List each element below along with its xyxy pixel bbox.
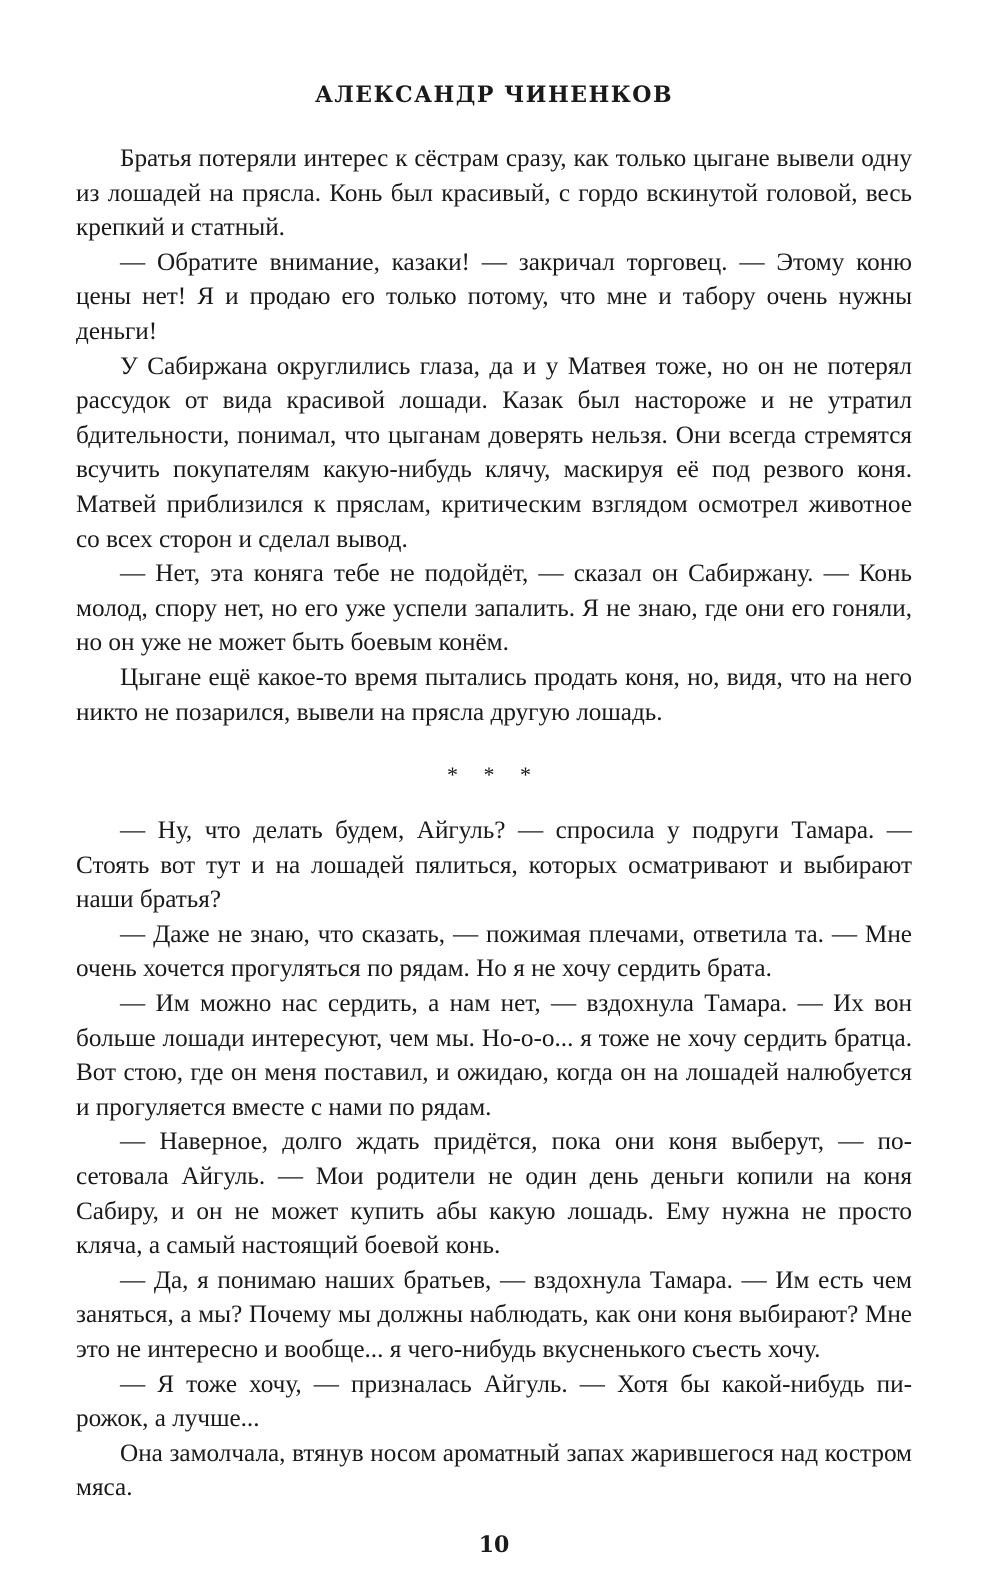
paragraph: — Я тоже хочу, — призналась Айгуль. — Хотя бы какой-нибудь пирожок, а лучше...: [76, 1370, 912, 1433]
book-page: [76, 0, 912, 1584]
paragraph: Она замолчала, втянув носом ароматный запах жарившегося над костром мяса.: [76, 1439, 912, 1502]
paragraph: У Сабиржана округлились глаза, да и у Матвея тоже, но он не потерял рассудок от вида красивой лошади. Казак был настороже и не утратил бдительности, понимал, что цыганам доверять нельзя. Они всегда стремятся всучить покупателям какую-нибудь клячу, маскируя её под резвого коня. Матвей приблизился к пряслам, критическим взглядом осмотрел животное со всех сторон и сделал вывод.: [76, 352, 912, 553]
paragraph: — Даже не знаю, что сказать, — пожимая плечами, ответила та. — Мне очень хочется прогуляться по рядам. Но я не хочу сердить брата.: [76, 920, 912, 983]
paragraph: — Обратите внимание, казаки! — закричал торговец. — Этому коню цены нет! Я и продаю его только потому, что мне и табору очень нужны деньги!: [76, 248, 912, 345]
paragraph: — Им можно нас сердить, а нам нет, — вздохнула Тамара. — Их вон больше лошади интересуют, чем мы. Но-о-о... я тоже не хочу сердить братца. Вот стою, где он меня поставил, и ожидаю, когда он на лошадей налюбуется и прогуляется вместе с нами по рядам.: [76, 990, 912, 1121]
paragraph: — Да, я понимаю наших братьев, — вздохнула Тамара. — Им есть чем заняться, а мы? Почему мы должны наблюдать, как они коня выбирают? Мне это не интересно и вообще... я чего-нибудь вкусненького съесть хочу.: [76, 1266, 912, 1363]
paragraph: — Ну, что делать будем, Айгуль? — спросила у подруги Тамара. — Стоять вот тут и на лошадей пялиться, которых осматривают и выбирают наши братья?: [76, 817, 912, 914]
paragraph: Цыгане ещё какое-то время пытались продать коня, но, видя, что на него никто не позарился, вывели на прясла другую лошадь.: [76, 663, 912, 726]
paragraph: — Наверное, долго ждать придётся, пока они коня выберут, — посетовала Айгуль. — Мои родители не один день деньги копили на коня Сабиру, и он не может купить абы какую лошадь. Ему нужна не просто кляча, а самый настоящий боевой конь.: [76, 1128, 912, 1260]
body-text: [76, 142, 912, 1506]
scene-break: * * *: [447, 762, 541, 788]
paragraph: — Нет, эта коняга тебе не подойдёт, — сказал он Сабиржану. — Конь молод, спору нет, но его уже успели запалить. Я не знаю, где они его гоняли, но он уже не может быть боевым конём.: [76, 560, 912, 657]
paragraph: Братья потеряли интерес к сёстрам сразу, как только цыгане вывели одну из лошадей на прясла. Конь был красивый, с гордо вскинутой головой, весь крепкий и статный.: [76, 145, 912, 242]
running-head: АЛЕКСАНДР ЧИНЕНКОВ: [314, 82, 674, 108]
page-number: 10: [478, 1532, 510, 1558]
